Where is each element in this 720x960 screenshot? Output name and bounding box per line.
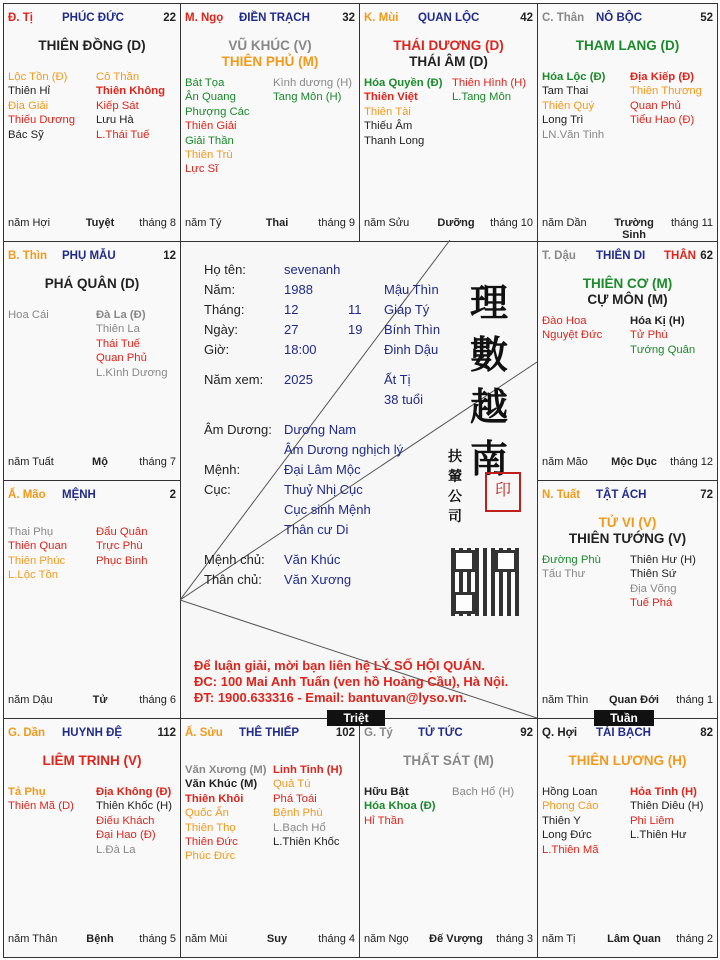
palace-footer [364, 217, 533, 231]
palace-stage: Dưỡng [437, 217, 475, 229]
side-char-2: 輦 [448, 469, 462, 485]
palace-stage: Lâm Quan [607, 933, 661, 945]
palace-age: 52 [700, 12, 713, 24]
menh-value: Đại Lâm Mộc [284, 462, 361, 477]
minor-star: L.Lộc Tồn [8, 569, 59, 582]
palace-footer [542, 933, 713, 947]
minor-star: L.Thiên Khốc [273, 836, 340, 848]
minor-star: Lưu Hà [96, 114, 134, 127]
name-label: Họ tên: [204, 262, 246, 277]
palace-year: năm Ngọ [364, 933, 409, 945]
palace-name: PHỤ MẪU [62, 250, 116, 262]
palace-stage: Bệnh [86, 933, 114, 945]
palace-stage: Trường Sinh [614, 217, 654, 241]
amduong-label: Âm Dương: [204, 422, 272, 437]
palace-header [8, 727, 176, 741]
palace-stage: Tuyệt [85, 217, 115, 229]
minor-star: Hóa Khoa (Đ) [364, 800, 436, 813]
palace-branch: Ấ. Mão [8, 489, 46, 501]
minor-star: Thiên Đức [185, 836, 238, 848]
day-lunar: 19 [348, 322, 363, 337]
palace-footer [542, 456, 713, 470]
minor-star: Địa Kiếp (Đ) [630, 71, 695, 83]
minor-star: Quả Tú [273, 778, 311, 791]
minor-star: Thiên Y [542, 814, 581, 827]
minor-star: Thiên Phúc [8, 554, 66, 567]
palace-name: MỆNH [62, 489, 96, 501]
minor-star: Thiên Việt [364, 91, 418, 104]
main-star: THIÊN TƯỚNG (V) [568, 531, 687, 546]
minor-star: Tướng Quân [630, 343, 696, 356]
palace-branch: Đ. Tị [8, 12, 33, 24]
minor-star: Phục Binh [96, 554, 148, 567]
minor-star: Thiên Quan [8, 540, 68, 553]
palace-year: năm Mùi [185, 933, 228, 945]
palace-month: tháng 6 [139, 694, 176, 706]
minor-star: L.Tang Môn [452, 91, 512, 104]
center-info-panel [180, 240, 537, 718]
calligraphy-char-1: 理 [470, 280, 509, 325]
palace-month: tháng 3 [496, 933, 533, 945]
minor-star: Đào Hoa [542, 315, 587, 327]
palace-header [542, 250, 713, 264]
minor-star: Thiên Mã (D) [8, 800, 74, 813]
palace-hoi [537, 718, 718, 958]
palace-name: TẬT ÁCH [596, 489, 647, 501]
palace-year: năm Thìn [542, 694, 589, 706]
minor-star: Thiên Trù [185, 149, 233, 161]
minor-star: Linh Tinh (H) [273, 764, 343, 776]
minor-star: Phi Liêm [630, 814, 674, 827]
palace-ti [3, 3, 181, 242]
palace-month: tháng 12 [670, 456, 713, 468]
palace-header [542, 727, 713, 741]
minor-star: Hóa Quyền (Đ) [364, 77, 443, 89]
minor-star: Nguyệt Đức [542, 329, 603, 342]
day-can: Bính Thìn [384, 322, 441, 337]
palace-branch: T. Dậu [542, 250, 576, 262]
hour-label: Giờ: [204, 342, 230, 357]
minor-star: Thiên Hình (H) [452, 77, 527, 89]
minor-star: Thiên Quý [542, 99, 595, 112]
palace-age: 72 [700, 489, 713, 501]
palace-name: ĐIỀN TRẠCH [239, 12, 310, 24]
calligraphy-char-2: 數 [470, 332, 509, 377]
palace-year: năm Tuất [8, 456, 54, 468]
main-star: VŨ KHÚC (V) [228, 38, 312, 53]
palace-header [542, 12, 713, 26]
month-can: Giáp Tý [384, 302, 430, 317]
palace-branch: Q. Hợi [542, 727, 578, 739]
palace-branch: C. Thân [542, 12, 585, 24]
palace-footer [8, 694, 176, 708]
palace-dan [3, 718, 181, 958]
menhchu-value: Văn Khúc [284, 552, 341, 567]
palace-branch: G. Dần [8, 727, 46, 739]
main-star: THÁI DƯƠNG (D) [393, 38, 504, 53]
amduong-value: Dương Nam [284, 422, 357, 437]
palace-year: năm Dần [542, 217, 587, 229]
qr-code-icon [451, 548, 519, 616]
palace-branch: K. Mùi [364, 12, 399, 24]
palace-branch: Ấ. Sửu [185, 727, 223, 739]
than-marker: THÂN [664, 250, 696, 262]
minor-star: Đường Phù [542, 554, 601, 566]
palace-stage: Suy [266, 933, 288, 945]
minor-star: Cô Thần [96, 71, 140, 83]
main-star: LIÊM TRINH (V) [42, 753, 142, 768]
main-star: TỬ VI (V) [598, 515, 657, 530]
minor-star: Hỏa Tinh (H) [630, 786, 697, 798]
palace-footer [8, 933, 176, 947]
month-label: Tháng: [204, 302, 245, 317]
palace-branch: B. Thìn [8, 250, 47, 262]
main-star: THIÊN LƯƠNG (H) [568, 753, 687, 768]
minor-star: Thiên Sứ [630, 568, 677, 581]
minor-star: Phượng Các [185, 105, 250, 118]
palace-ngo [180, 3, 360, 242]
minor-star: Trực Phù [96, 540, 143, 553]
palace-header [185, 12, 355, 26]
palace-age: 42 [520, 12, 533, 24]
side-char-3: 公 [448, 489, 462, 505]
palace-stage: Đế Vượng [429, 933, 483, 945]
minor-star: Phong Cáo [542, 800, 599, 813]
main-star: THÁI ÂM (D) [409, 54, 488, 69]
palace-footer [364, 933, 533, 947]
palace-month: tháng 7 [139, 456, 176, 468]
age-value: 38 tuổi [384, 392, 424, 407]
palace-age: 62 [700, 250, 713, 262]
minor-star: Thiếu Dương [8, 114, 76, 127]
palace-year: năm Sửu [364, 217, 410, 229]
main-star: THIÊN ĐỒNG (D) [38, 38, 146, 53]
minor-star: Văn Khúc (M) [185, 778, 258, 791]
palace-age: 92 [520, 727, 533, 739]
palace-month: tháng 1 [676, 694, 713, 706]
minor-star: Hồng Loan [542, 786, 598, 798]
palace-than [537, 3, 718, 242]
palace-name: THÊ THIẾP [239, 727, 300, 739]
palace-header [542, 489, 713, 503]
minor-star: Hóa Kị (H) [630, 315, 685, 327]
contact-address: ĐC: 100 Mai Anh Tuấn (ven hồ Hoàng Cầu), Hà Nội. [194, 674, 509, 689]
palace-tuat [537, 480, 718, 719]
minor-star: Thiên Khốc (H) [96, 800, 172, 813]
palace-name: PHÚC ĐỨC [62, 12, 124, 24]
main-star: THIÊN CƠ (M) [582, 276, 673, 291]
minor-star: Quan Phủ [96, 352, 147, 365]
main-star: THẤT SÁT (M) [403, 753, 494, 768]
palace-age: 12 [163, 250, 176, 262]
minor-star: Thiên Khôi [185, 792, 244, 805]
palace-footer [8, 456, 176, 470]
main-star: THIÊN PHỦ (M) [221, 54, 319, 69]
minor-star: Bác Sỹ [8, 128, 44, 141]
view-year-can: Ất Tị [384, 372, 411, 387]
calligraphy-char-3: 越 [470, 384, 509, 429]
minor-star: Điếu Khách [96, 814, 155, 827]
palace-stage: Thai [265, 217, 289, 229]
cuc-note-2: Thân cư Di [284, 522, 349, 537]
hour-value: 18:00 [284, 342, 317, 357]
minor-star: Địa Võng [630, 582, 677, 595]
main-star: CỰ MÔN (M) [587, 292, 668, 307]
amduong-note: Âm Dương nghịch lý [284, 442, 404, 457]
palace-header [8, 12, 176, 26]
minor-star: Thái Tuế [96, 337, 140, 350]
palace-name: TỬ TỨC [418, 727, 463, 739]
minor-star: Thiên Hỉ [8, 85, 51, 98]
palace-year: năm Tý [185, 217, 222, 229]
minor-star: Đẩu Quân [96, 526, 148, 538]
minor-star: Lực Sĩ [185, 163, 219, 176]
minor-star: L.Thái Tuế [96, 128, 150, 141]
seal-stamp: 印 [485, 472, 521, 512]
minor-star: Thanh Long [364, 134, 425, 147]
minor-star: Hoa Cái [8, 309, 49, 321]
palace-branch: N. Tuất [542, 489, 581, 501]
minor-star: Tang Môn (H) [273, 91, 342, 104]
palace-header [185, 727, 355, 741]
month-value: 12 [284, 302, 299, 317]
minor-star: Quốc Ấn [185, 807, 229, 820]
minor-star: Văn Xương (M) [185, 764, 267, 776]
year-can: Mậu Thìn [384, 282, 439, 297]
minor-star: Long Trì [542, 114, 584, 127]
side-char-1: 扶 [448, 449, 462, 465]
minor-star: Thiếu Âm [364, 120, 413, 133]
minor-star: Bệnh Phù [273, 807, 323, 820]
palace-footer [185, 933, 355, 947]
palace-footer [542, 694, 713, 708]
minor-star: L.Kình Dương [96, 366, 168, 379]
day-value: 27 [284, 322, 299, 337]
palace-ty [359, 718, 538, 958]
minor-star: Đà La (Đ) [96, 309, 146, 321]
minor-star: Tam Thai [542, 85, 589, 98]
view-year-value: 2025 [284, 372, 313, 387]
cuc-note-1: Cục sinh Mệnh [284, 502, 371, 517]
palace-year: năm Tị [542, 933, 576, 945]
hour-can: Đinh Dậu [384, 342, 439, 357]
year-value: 1988 [284, 282, 313, 297]
minor-star: Lộc Tồn (Đ) [8, 71, 68, 83]
palace-thin [3, 241, 181, 481]
minor-star: Thiên Tài [364, 105, 411, 118]
tuan-tag: Tuần [594, 710, 654, 726]
palace-mui [359, 3, 538, 242]
minor-star: Giải Thần [185, 134, 234, 147]
minor-star: Thai Phụ [8, 526, 54, 538]
menhchu-label: Mệnh chủ: [204, 552, 265, 567]
menh-label: Mệnh: [204, 462, 241, 477]
palace-stage: Mộc Dục [611, 456, 657, 468]
palace-age: 112 [157, 727, 176, 739]
minor-star: Hóa Lộc (Đ) [542, 71, 606, 83]
cuc-label: Cục: [204, 482, 231, 497]
view-year-label: Năm xem: [204, 372, 264, 387]
minor-star: Hỉ Thần [364, 814, 404, 827]
palace-month: tháng 11 [670, 217, 713, 229]
palace-month: tháng 2 [676, 933, 713, 945]
palace-age: 102 [335, 727, 355, 739]
palace-name: TÀI BẠCH [596, 727, 651, 739]
minor-star: Kình dương (H) [273, 77, 353, 89]
palace-age: 32 [342, 12, 355, 24]
palace-month: tháng 10 [490, 217, 533, 229]
minor-star: L.Bạch Hổ [273, 821, 326, 834]
main-star: THAM LANG (D) [575, 38, 680, 53]
minor-star: L.Thiên Mã [542, 843, 599, 856]
minor-star: Bát Tọa [185, 77, 225, 89]
minor-star: Thiên Giải [185, 120, 237, 133]
minor-star: Phúc Đức [185, 850, 236, 863]
palace-month: tháng 8 [139, 217, 176, 229]
minor-star: Thiên Không [96, 85, 166, 98]
cuc-value: Thuỷ Nhị Cục [284, 482, 363, 497]
palace-header [364, 727, 533, 741]
palace-name: HUYNH ĐỆ [62, 727, 123, 739]
palace-footer [8, 217, 176, 231]
palace-age: 82 [700, 727, 713, 739]
minor-star: L.Đà La [96, 843, 136, 856]
palace-mao [3, 480, 181, 719]
minor-star: Thiên Thương [630, 85, 702, 98]
thanchu-label: Thân chủ: [204, 572, 262, 587]
triet-tag: Triệt [327, 710, 385, 726]
minor-star: Ân Quang [185, 91, 236, 104]
minor-star: Đại Hao (Đ) [96, 829, 156, 842]
contact-phone-email: ĐT: 1900.633316 - Email: bantuvan@lyso.vn. [194, 690, 467, 705]
minor-star: Thiên Diêu (H) [630, 800, 704, 813]
minor-star: Địa Không (Đ) [96, 786, 172, 798]
minor-star: Địa Giải [8, 99, 49, 112]
minor-star: Tả Phụ [8, 786, 46, 798]
minor-star: Phá Toái [273, 792, 317, 805]
year-label: Năm: [204, 282, 236, 297]
palace-stage: Mộ [92, 456, 108, 468]
palace-name: THIÊN DI [596, 250, 646, 262]
day-label: Ngày: [204, 322, 238, 337]
side-char-4: 司 [448, 509, 462, 525]
minor-star: Tử Phù [630, 329, 668, 342]
minor-star: Tuế Phá [630, 597, 673, 610]
palace-stage: Quan Đới [609, 694, 659, 706]
palace-age: 22 [163, 12, 176, 24]
palace-month: tháng 9 [318, 217, 355, 229]
calligraphy-char-4: 南 [470, 436, 509, 481]
palace-header [8, 489, 176, 503]
palace-age: 2 [169, 489, 176, 501]
palace-stage: Tử [92, 694, 108, 706]
minor-star: Kiếp Sát [96, 99, 139, 112]
palace-branch: G. Tý [364, 727, 393, 739]
main-star: PHÁ QUÂN (D) [44, 276, 140, 291]
minor-star: L.Thiên Hư [630, 829, 687, 842]
minor-star: Long Đức [542, 829, 592, 842]
name-value: sevenanh [284, 262, 341, 277]
palace-year: năm Thân [8, 933, 58, 945]
palace-year: năm Hợi [8, 217, 51, 229]
minor-star: LN.Văn Tinh [542, 128, 605, 141]
minor-star: Tấu Thư [542, 568, 586, 581]
palace-dau [537, 241, 718, 481]
palace-month: tháng 5 [139, 933, 176, 945]
palace-month: tháng 4 [318, 933, 355, 945]
palace-header [8, 250, 176, 264]
palace-footer [185, 217, 355, 231]
minor-star: Bạch Hổ (H) [452, 786, 515, 798]
palace-branch: M. Ngọ [185, 12, 224, 24]
palace-name: QUAN LỘC [418, 12, 480, 24]
palace-footer [542, 217, 713, 241]
thanchu-value: Văn Xương [284, 572, 352, 587]
palace-year: năm Mão [542, 456, 588, 468]
palace-suu [180, 718, 360, 958]
minor-star: Thiên Hư (H) [630, 554, 696, 566]
minor-star: Hữu Bật [364, 786, 409, 798]
minor-star: Tiểu Hao (Đ) [630, 114, 695, 127]
minor-star: Quan Phủ [630, 99, 681, 112]
palace-name: NÔ BỘC [596, 12, 642, 24]
month-lunar: 11 [348, 302, 362, 317]
contact-line-1: Để luận giải, mời bạn liên hệ LÝ SỐ HỘI QUÁN. [194, 658, 485, 673]
minor-star: Thiên La [96, 323, 140, 336]
palace-year: năm Dậu [8, 694, 53, 706]
minor-star: Thiên Thọ [185, 821, 236, 834]
palace-header [364, 12, 533, 26]
